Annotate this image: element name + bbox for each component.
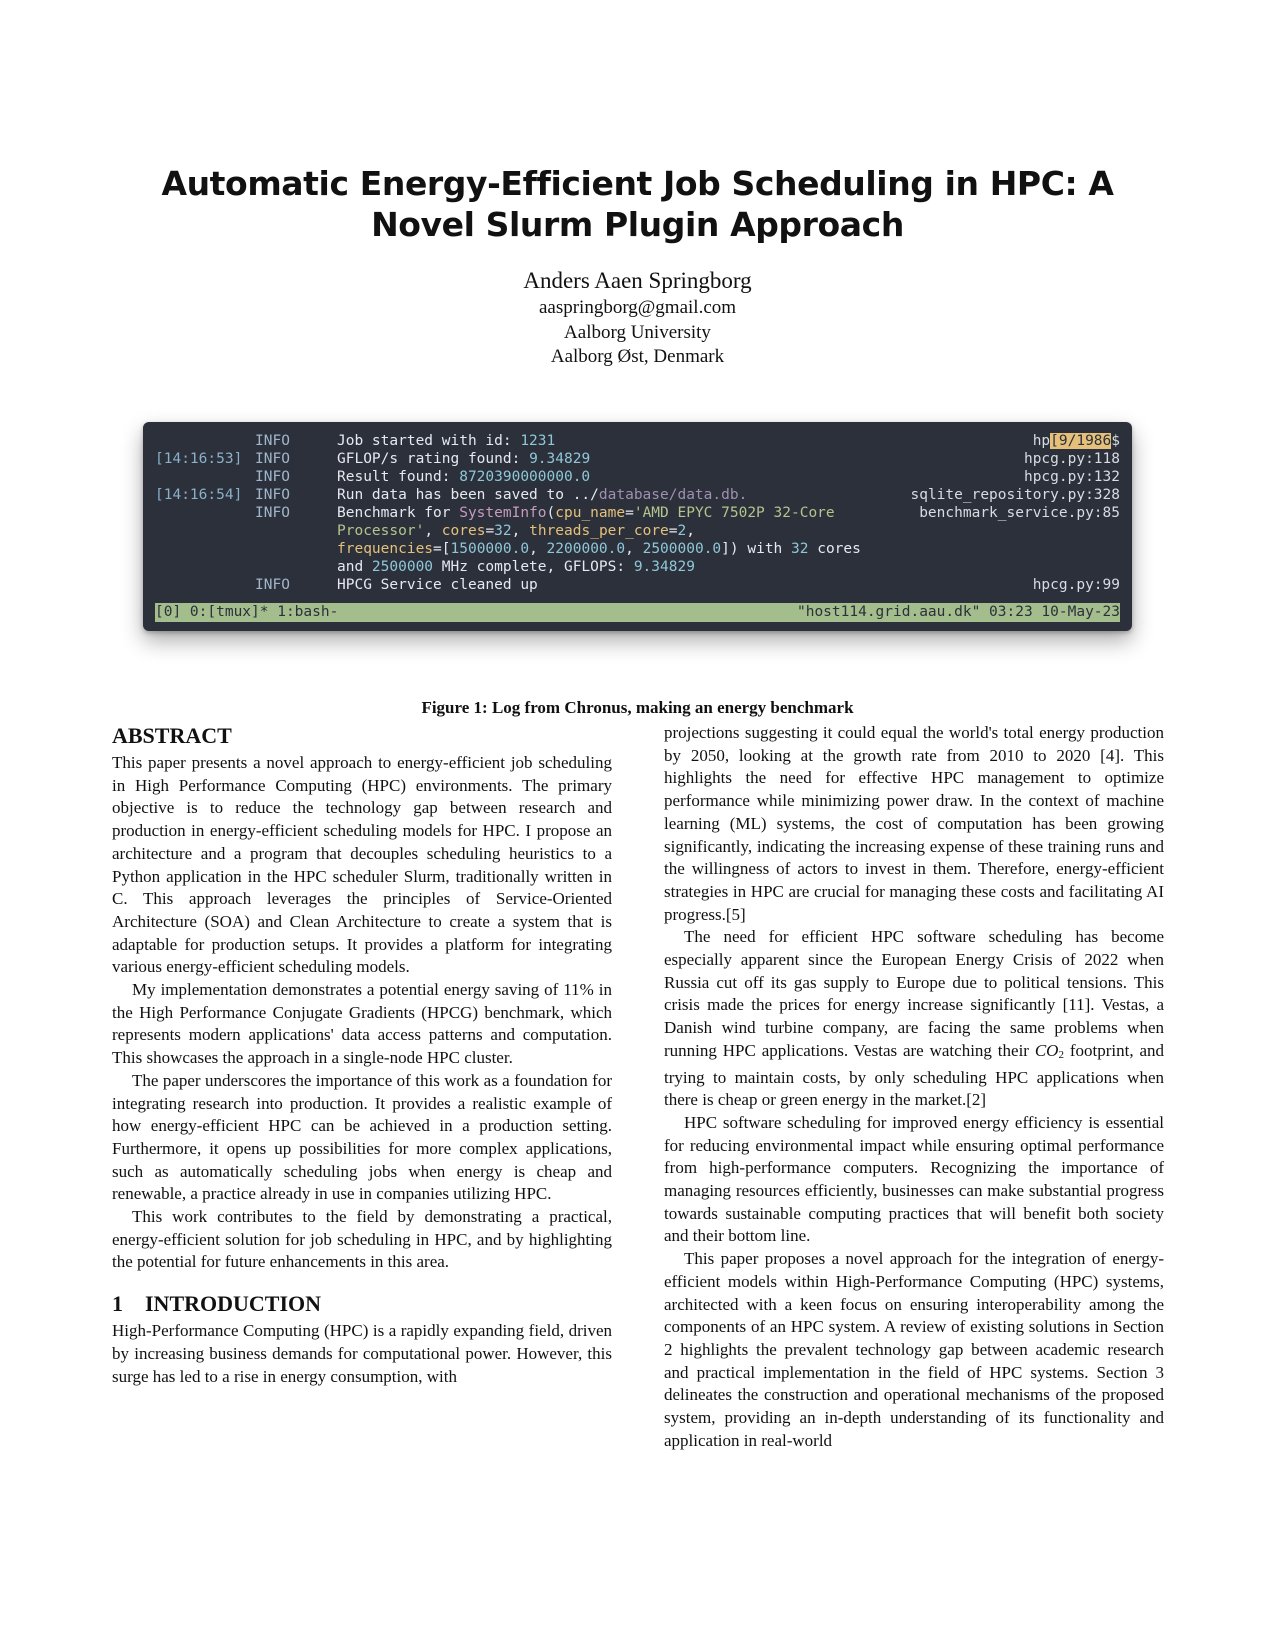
abstract-paragraph: This work contributes to the field by demonstrating a practical, energy-efficient solution for job scheduling in HPC, and by highlighting the potential for future enhancements in this area.: [112, 1207, 612, 1272]
log-source: hpcg.py:99: [1032, 577, 1120, 593]
log-line-continuation: frequencies=[1500000.0, 2200000.0, 2500000.0]) with 32 cores: [337, 541, 861, 557]
abstract-paragraph: This paper presents a novel approach to energy-efficient job scheduling in High Performance Computing (HPC) environments. The primary objective is to reduce the technology gap between research and production in energy-efficient scheduling models for HPC. I propose an architecture and a program that decouples scheduling heuristics to a Python application in the HPC scheduler Slurm, traditionally written in C. This approach leverages the principles of Service-Oriented Architecture (SOA) and Clean Architecture to create a system that is adaptable for production setups. It provides a platform for integrating various energy-efficient scheduling models.: [112, 753, 612, 977]
log-line: [143, 468, 1132, 486]
log-source: hpcg.py:132: [1023, 469, 1120, 485]
tmux-status-bar: [155, 603, 1120, 622]
abstract-heading: ABSTRACT: [112, 723, 232, 748]
log-timestamp: [14:16:53]: [155, 451, 243, 467]
log-source: benchmark_service.py:85: [919, 505, 1120, 521]
log-message: Job started with id: 1231: [337, 433, 556, 449]
log-level: INFO: [255, 487, 290, 503]
log-level: INFO: [255, 577, 290, 593]
log-message: Result found: 8720390000000.0: [337, 469, 591, 485]
figure-caption: Figure 1: Log from Chronus, making an energy benchmark: [421, 698, 854, 717]
log-level: INFO: [255, 505, 290, 521]
log-timestamp: [14:16:54]: [155, 487, 243, 503]
author-location: Aalborg Øst, Denmark: [550, 346, 725, 367]
introduction-heading: 1 INTRODUCTION: [112, 1291, 322, 1317]
intro-paragraph: The need for efficient HPC software scheduling has become especially apparent since the European Energy Crisis of 2022 when Russia cut off its gas supply to Europe due to political tensions. This crisis made the prices for energy increase significantly [11]. Vestas, a Danish wind turbine company, are facing the same problems when running HPC applications. Vestas are watching their CO2 footprint, and trying to maintain costs, by only scheduling HPC applications when there is cheap or green energy in the market.[2]: [664, 927, 1164, 1110]
log-level: INFO: [255, 451, 290, 467]
log-level: INFO: [255, 469, 290, 485]
left-column: [112, 722, 612, 1388]
tmux-host-clock: "host114.grid.aau.dk" 03:23 10-May-23: [796, 604, 1120, 620]
log-line: [143, 450, 1132, 468]
log-source: hpcg.py:118: [1023, 451, 1120, 467]
log-line-continuation: and 2500000 MHz complete, GFLOPS: 9.34829: [337, 559, 695, 575]
terminal-screenshot: [143, 422, 1132, 631]
paper-title: Automatic Energy-Efficient Job Scheduling in HPC: A Novel Slurm Plugin Approach: [161, 164, 1114, 244]
author-name: Anders Aaen Springborg: [523, 268, 752, 293]
log-message: HPCG Service cleaned up: [337, 577, 538, 593]
log-line: [143, 576, 1132, 594]
log-line: [143, 504, 1132, 522]
log-message: Run data has been saved to ../database/data.db.: [337, 487, 748, 503]
right-column: [664, 722, 1164, 1453]
log-source: hp[9/1986$: [1032, 433, 1120, 449]
co2-formula: CO: [1034, 1040, 1059, 1060]
log-source: sqlite_repository.py:328: [910, 487, 1120, 503]
log-line-continuation: Processor', cores=32, threads_per_core=2,: [337, 523, 695, 539]
log-line: [143, 486, 1132, 504]
tmux-window-list: [0] 0:[tmux]* 1:bash-: [155, 604, 339, 620]
log-message: GFLOP/s rating found: 9.34829: [337, 451, 591, 467]
author-affiliation: Aalborg University: [564, 322, 711, 343]
log-message: Benchmark for SystemInfo(cpu_name='AMD EPYC 7502P 32-Core: [337, 505, 835, 521]
log-line: [143, 432, 1132, 450]
abstract-paragraph: The paper underscores the importance of this work as a foundation for integrating research into production. It provides a realistic example of how energy-efficient HPC can be achieved in a production setting. Furthermore, it opens up possibilities for more complex applications, such as automatically scheduling jobs when energy is cheap and renewable, a practice already in use in companies utilizing HPC.: [112, 1070, 612, 1204]
intro-paragraph-continued: projections suggesting it could equal the world's total energy production by 2050, looking at the growth rate from 2010 to 2020 [4]. This highlights the need for effective HPC management to optimize performance while minimizing power draw. In the context of machine learning (ML) systems, the cost of computation has been growing significantly, indicating the increasing expense of these training runs and the willingness of actors to invest in them. Therefore, energy-efficient strategies in HPC are crucial for managing these costs and facilitating AI progress.[5]: [664, 723, 1164, 924]
abstract-paragraph: My implementation demonstrates a potential energy saving of 11% in the High Performance Conjugate Gradients (HPCG) benchmark, which represents modern applications' data access patterns and computation. This showcases the approach in a single-node HPC cluster.: [112, 980, 612, 1068]
author-email: aaspringborg@gmail.com: [538, 297, 737, 318]
intro-paragraph: High-Performance Computing (HPC) is a rapidly expanding field, driven by increasing business demands for computational power. However, this surge has led to a rise in energy consumption, with: [112, 1321, 612, 1386]
log-level: INFO: [255, 433, 290, 449]
intro-paragraph: HPC software scheduling for improved energy efficiency is essential for reducing environmental impact while ensuring optimal performance from high-performance computers. Recognizing the importance of managing resources efficiently, businesses can make substantial progress towards sustainable computing practices that will benefit both society and their bottom line.: [664, 1112, 1164, 1246]
intro-paragraph: This paper proposes a novel approach for the integration of energy-efficient models within High-Performance Computing (HPC) systems, architected with a keen focus on ensuring interoperability among the components of an HPC system. A review of existing solutions in Section 2 highlights the prevalent technology gap between academic research and practical implementation in the field of HPC systems. Section 3 delineates the construction and operational mechanisms of the proposed system, providing an in-depth understanding of its functionality and application in real-world: [664, 1249, 1164, 1450]
